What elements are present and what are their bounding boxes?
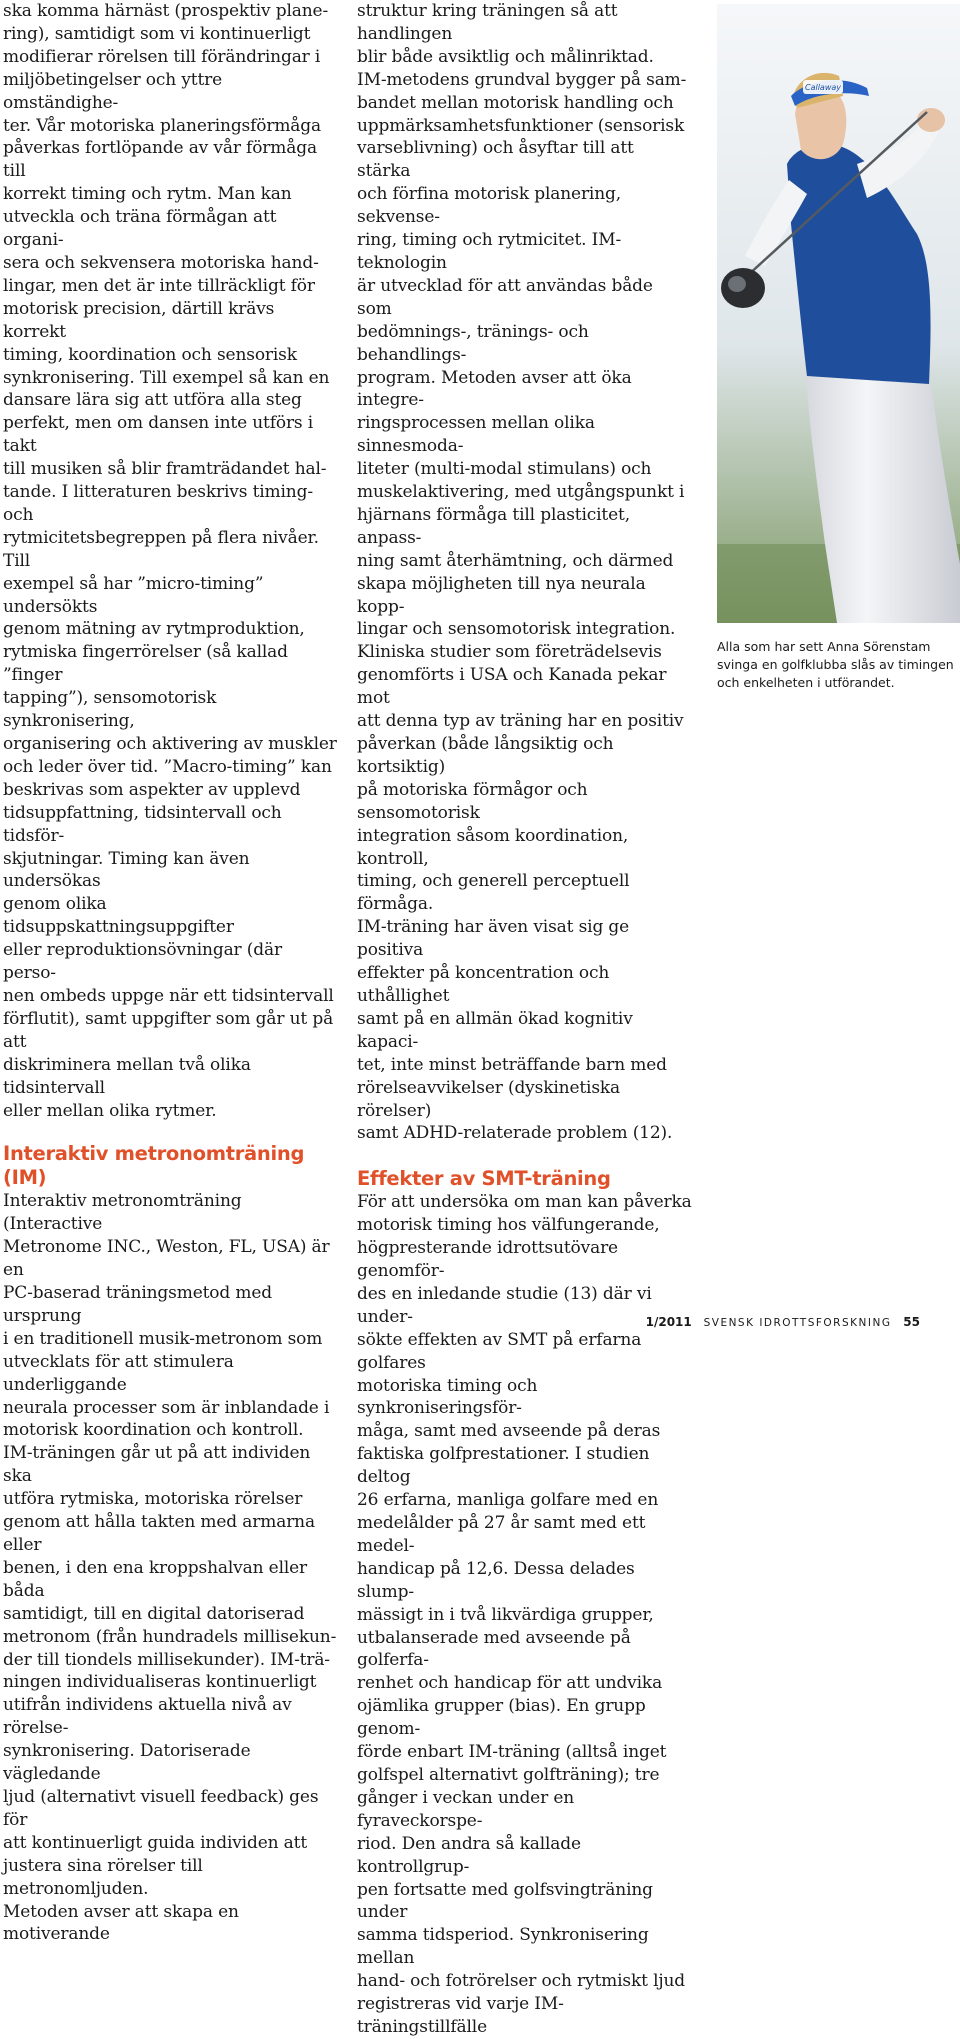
page-number: 55 [903, 1315, 920, 1329]
golfer-photo [717, 4, 960, 623]
body-paragraph: ska komma härnäst (prospektiv plane- ring), samtidigt som vi kontinuerligt modifierar rörelsen till förändringar i miljöbetingelser och yttre omständighe- ter. Vår motoriska planeringsförmåga påverkas fortlöpande av vår förmåga till korrekt timing och rytm. Man kan utveckla och träna förmågan att organi- sera och sekvensera motoriska hand- lingar, men det är inte tillräckligt för motorisk precision, därtill krävs korrekt timing, koordination och sensorisk synkronisering. Till exempel så kan en dansare lära sig att utföra alla steg perfekt, men om dansen inte utförs i takt till musiken så blir framträdandet hal- tande. I litteraturen beskrivs timing- och rytmicitetsbegreppen på flera nivåer. Till exempel så har ”micro-timing” undersökts genom mätning av rytmproduktion, rytmiska fingerrörelser (så kallad ”finger tapping”), sensomotorisk synkronisering, organisering och aktivering av muskler och leder över tid. ”Macro-timing” kan beskrivas som aspekter av upplevd tidsuppfattning, tidsintervall och tidsför- skjutningar. Timing kan även undersökas genom olika tidsuppskattningsuppgifter eller reproduktionsövningar (där perso- nen ombeds uppge när ett tidsintervall förflutit), samt uppgifter som går ut på att diskriminera mellan två olika tidsintervall eller mellan olika rytmer. [3, 1, 337, 1121]
magazine-name: SVENSK IDROTTSFORSKNING [703, 1317, 892, 1329]
text-column-left [3, 0, 338, 1946]
section-heading-im: Interaktiv metronomträning (IM) [3, 1142, 305, 1190]
body-paragraph: struktur kring träningen så att handlingen blir både avsiktlig och målinriktad. IM-metodens grundval bygger på sam- bandet mellan motorisk handling och uppmärksamhetsfunktioner (sensorisk varseblivning) och åsyftar till att stärka och förfina motorisk planering, sekvense- ring, timing och rytmicitet. IM-teknologin är utvecklad för att användas både som bedömnings-, tränings- och behandlings- program. Metoden avser att öka integre- ringsprocessen mellan olika sinnesmoda- liteter (multi-modal stimulans) och muskelaktivering, med utgångspunkt i hjärnans förmåga till plasticitet, anpass- ning samt återhämtning, och därmed skapa möjligheten till nya neurala kopp- lingar och sensomotorisk integration. Kliniska studier som företrädelsevis genomförts i USA och Kanada pekar mot att denna typ av träning har en positiv påverkan (både långsiktig och kortsiktig) på motoriska förmågor och sensomotorisk integration såsom koordination, kontroll, timing, och generell perceptuell förmåga. IM-träning har även visat sig ge positiva effekter på koncentration och uthållighet samt på en allmän ökad kognitiv kapaci- tet, inte minst beträffande barn med rörelseavvikelser (dyskinetiska rörelser) samt ADHD-relaterade problem (12). [357, 1, 687, 1144]
text-column-middle [357, 0, 692, 2039]
photo-caption: Alla som har sett Anna Sörenstam svinga en golfklubba slås av timingen och enkelheten i utförandet. [717, 639, 954, 690]
section-heading-smt: Effekter av SMT-träning [357, 1167, 611, 1191]
body-paragraph: Interaktiv metronomträning (Interactive Metronome INC., Weston, FL, USA) är en PC-baserad träningsmetod med ursprung i en traditionell musik-metronom som utvecklats för att stimulera underliggande neurala processer som är inblandade i motorisk koordination och kontroll. IM-träningen går ut på att individen ska utföra rytmiska, motoriska rörelser genom att hålla takten med armarna eller benen, i den ena kroppshalvan eller båda samtidigt, till en digital datoriserad metronom (från hundradels millisekun- der till tiondels millisekunder). IM-trä- ningen individualiseras kontinuerligt utifrån individens aktuella nivå av rörelse- synkronisering. Datoriserade vägledande ljud (alternativt visuell feedback) ges för att kontinuerligt guida individen att justera sina rörelser till metronomljuden. Metoden avser att skapa en motiverande [3, 1191, 337, 1945]
issue-number: 1/2011 [645, 1315, 692, 1329]
visor-logo: Callaway [804, 83, 842, 92]
body-paragraph: För att undersöka om man kan påverka motorisk timing hos välfungerande, högpresterande idrottsutövare genomför- des en inledande studie (13) där vi under- sökte effekten av SMT på erfarna golfares motoriska timing och synkroniseringsför- måga, samt med avseende på deras faktiska golfprestationer. I studien deltog 26 erfarna, manliga golfare med en medelålder på 27 år samt med ett medel- handicap på 12,6. Dessa delades slump- mässigt in i två likvärdiga grupper, utbalanserade med avseende på golferfa- renhet och handicap för att undvika ojämlika grupper (bias). En grupp genom- förde enbart IM-träning (alltså inget golfspel alternativt golfträning); tre gånger i veckan under en fyraveckorspe- riod. Den andra så kallade kontrollgrup- pen fortsatte med golfsvingträning under samma tidsperiod. Synkronisering mellan hand- och fotrörelser och rytmiskt ljud registreras vid varje IM-träningstillfälle [357, 1192, 692, 2037]
page-footer [646, 1315, 920, 1329]
